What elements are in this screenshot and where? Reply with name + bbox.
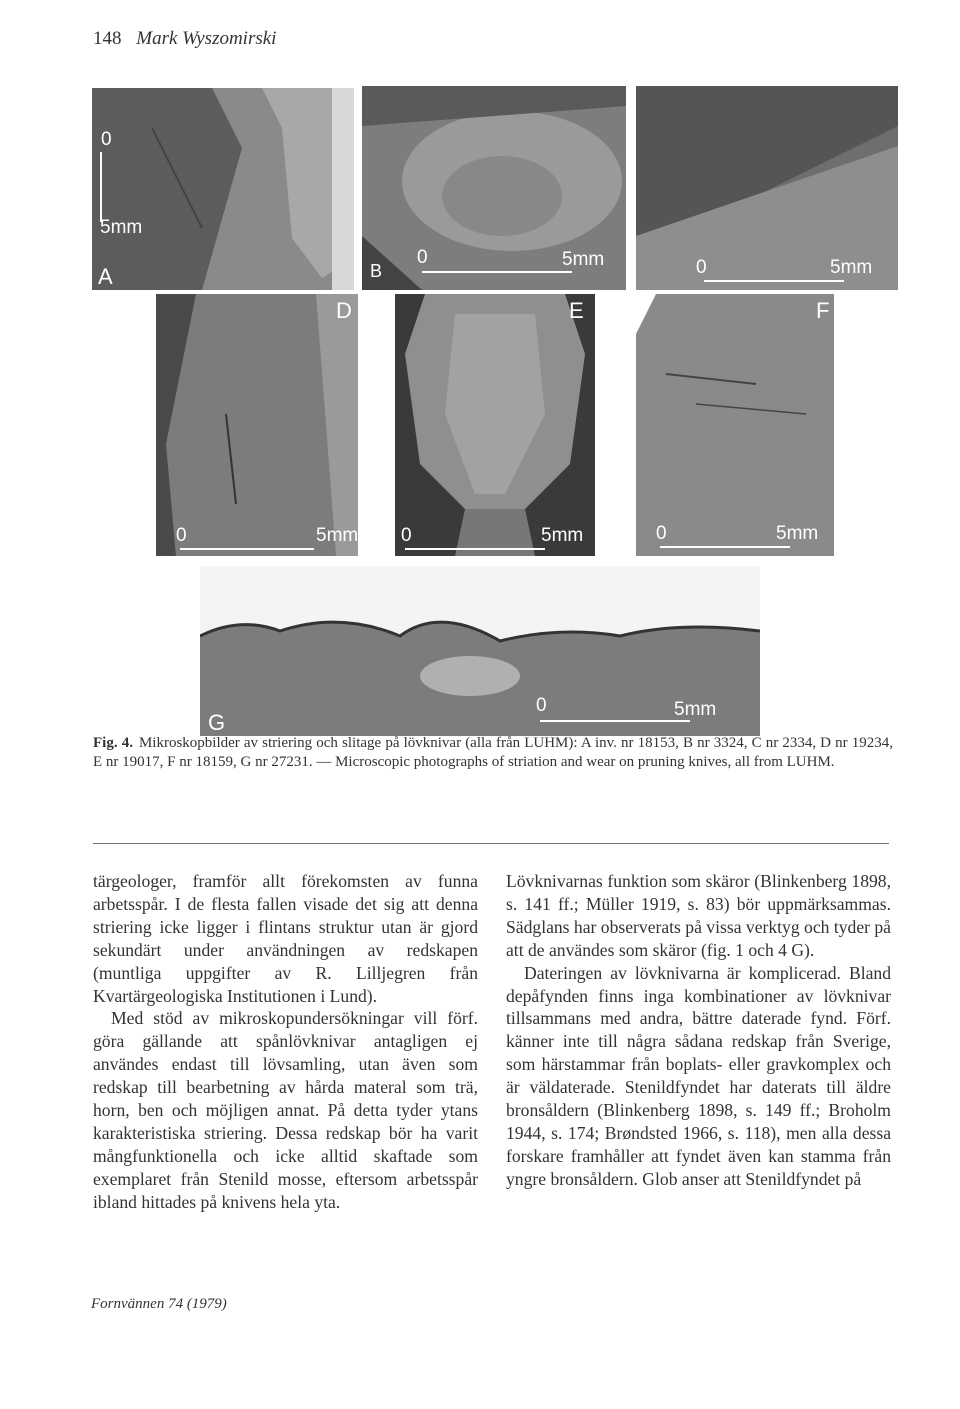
photo-d: [156, 294, 358, 556]
photo-g-scale-end: 5mm: [674, 699, 717, 720]
photo-f-label: F: [816, 298, 830, 323]
photo-d-texture: [156, 294, 358, 556]
photo-b-scale-bar: [422, 271, 572, 273]
right-column: [506, 870, 891, 1191]
photo-a-scale-end: 5mm: [100, 217, 143, 238]
right-paragraph-1: Lövknivarnas funktion som skäror (Blinkenberg 1898, s. 141 ff.; Müller 1919, s. 83) bör uppmärksammas. Sädglans har observerats på vissa verktyg och tyder på att de användes som skäror (fig. 1 och 4 G).: [506, 871, 891, 960]
photo-d-label: D: [336, 298, 352, 323]
photo-f: [636, 294, 834, 556]
photo-f-scale-end: 5mm: [776, 523, 819, 544]
photo-a-scale-start: 0: [101, 129, 112, 150]
photo-e-scale-end: 5mm: [541, 525, 584, 546]
photo-f-scale-start: 0: [656, 523, 667, 544]
left-paragraph-2: Med stöd av mikroskopundersökningar vill förf. göra gällande att spånlövknivar antagligen ej användes endast till lövsamling, utan även som redskap till bearbetning av hårda materal som trä, horn, ben och möjligen annat. På detta tyder ytans karakteristiska striering. Dessa redskap bör ha varit mångfunktionella och icke alltid skaftade som exemplaret från Stenild mosse, eftersom arbetsspår ibland hittades på knivens hela yta.: [93, 1008, 478, 1212]
photo-a-texture: [92, 88, 354, 290]
photo-f-texture: [636, 294, 834, 556]
running-header: [93, 28, 276, 50]
photo-g-label: G: [208, 710, 226, 735]
left-column: [93, 870, 478, 1214]
photo-g-scale-start: 0: [536, 695, 547, 716]
author-name: Mark Wyszomirski: [136, 28, 277, 49]
photo-c-scale-end: 5mm: [830, 257, 873, 278]
photo-e-texture: [395, 294, 595, 556]
photo-e: [395, 294, 595, 556]
photo-b-label: B: [370, 261, 383, 281]
figure-caption-text: Mikroskopbilder av striering och slitage på lövknivar (alla från LUHM): A inv. nr 18153, B nr 3324, C nr 2334, D nr 19234, E nr 19017, F nr 18159, G nr 27231. — Microscopic photographs of striation and wear on pruning knives, all from LUHM.: [93, 735, 893, 770]
photo-a-label: A: [98, 264, 113, 289]
photo-c-scale-start: 0: [696, 257, 707, 278]
photo-d-scale-bar: [180, 548, 314, 550]
photo-d-scale-start: 0: [176, 525, 187, 546]
figure-label: Fig. 4.: [93, 735, 133, 751]
left-paragraph-1: tärgeologer, framför allt förekomsten av funna arbetsspår. I de flesta fallen visade det sig att denna striering icke ligger i flintans struktur utan är gjord sekundärt under användningen av redskapen (muntliga uppgifter av R. Lilljegren från Kvartärgeologiska Institutionen i Lund).: [93, 871, 478, 1006]
photo-a: [92, 88, 354, 290]
photo-a-scale-bar: [100, 152, 102, 222]
photo-f-scale-bar: [660, 546, 790, 548]
photo-g: [200, 566, 760, 736]
journal-footer: Fornvännen 74 (1979): [91, 1296, 227, 1312]
photo-b-scale-end: 5mm: [562, 249, 605, 270]
photo-d-scale-end: 5mm: [316, 525, 358, 546]
photo-e-label: E: [569, 298, 584, 323]
figure-caption: [93, 734, 893, 772]
photo-e-scale-start: 0: [401, 525, 412, 546]
page-number: 148: [93, 28, 122, 49]
photo-b-scale-start: 0: [417, 247, 428, 268]
section-divider: [93, 843, 889, 844]
photo-g-scale-bar: [540, 720, 690, 722]
right-paragraph-2: Dateringen av lövknivarna är komplicerad. Bland depåfynden finns inga kombinationer av lövknivar tillsammans med andra, bättre daterade fynd. Förf. känner inte till några sådana redskap från Sverige, som härstammar från boplats- eller gravkomplex och är väldaterade. Stenildfyndet har daterats till äldre bronsåldern (Blinkenberg 1898, s. 149 ff.; Broholm 1944, s. 174; Brøndsted 1966, s. 118), men alla dessa forskare framhåller att fyndet även kan stamma från yngre bronsåldern. Glob anser att Stenildfyndet på: [506, 962, 891, 1189]
photo-c: [636, 86, 898, 290]
photo-b: [362, 86, 626, 290]
photo-e-scale-bar: [405, 548, 545, 550]
photo-c-scale-bar: [704, 280, 844, 282]
